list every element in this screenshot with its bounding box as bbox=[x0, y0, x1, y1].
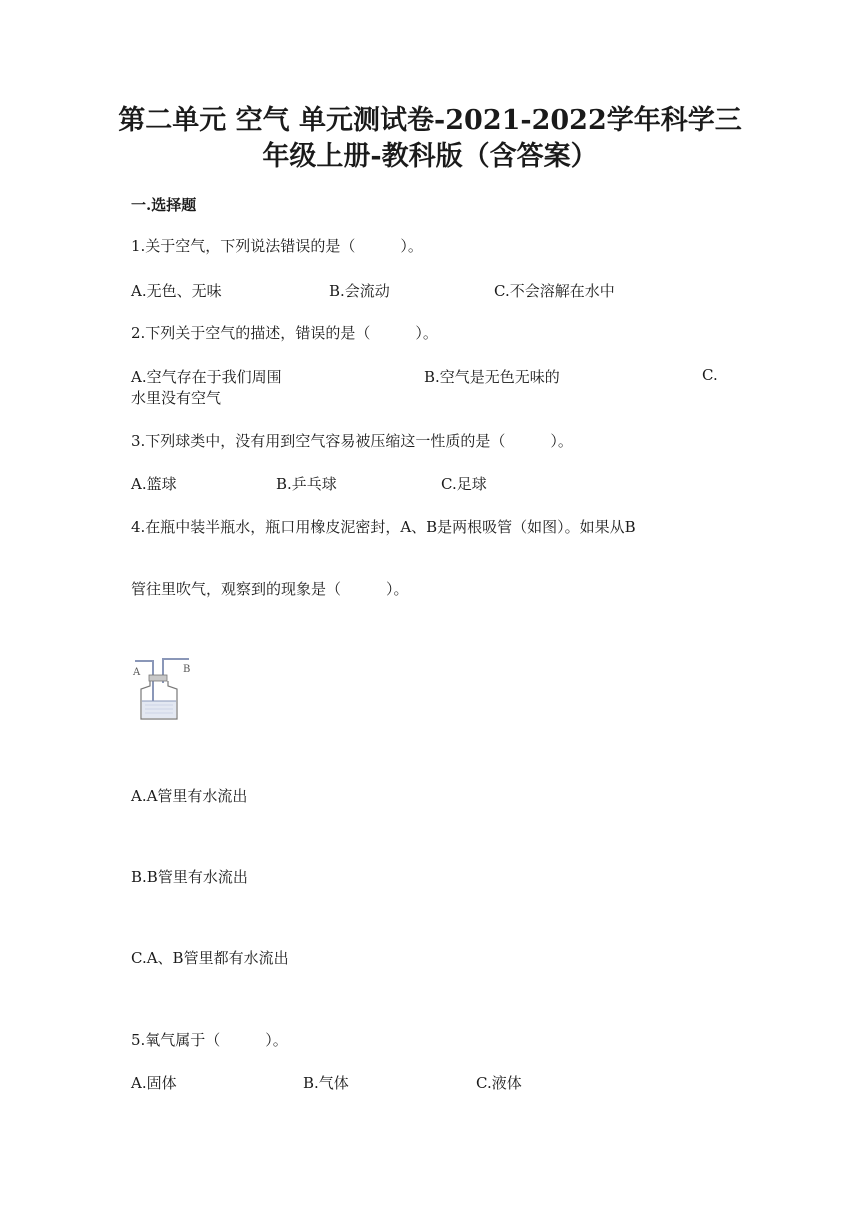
bottle-with-straws-illustration bbox=[131, 655, 193, 723]
question-4-stem-line-1: 4.在瓶中装半瓶水，瓶口用橡皮泥密封，A、B是两根吸管（如图）。如果从B bbox=[131, 518, 636, 536]
clay-stopper bbox=[149, 675, 167, 681]
question-5-stem: 5.氧气属于（ ）。 bbox=[131, 1031, 288, 1049]
question-2-stem: 2.下列关于空气的描述，错误的是（ ）。 bbox=[131, 324, 438, 342]
document-title-line-1: 第二单元 空气 单元测试卷-2021-2022学年科学三 bbox=[118, 105, 742, 136]
question-2-option-c-text: 水里没有空气 bbox=[131, 389, 222, 407]
question-2-option-a: A.空气存在于我们周围 bbox=[131, 368, 282, 386]
question-3-option-b: B.乒乓球 bbox=[276, 475, 337, 493]
document-title-line-2: 年级上册-教科版（含答案） bbox=[262, 141, 598, 172]
question-1-stem: 1.关于空气，下列说法错误的是（ ）。 bbox=[131, 237, 423, 255]
question-3-stem: 3.下列球类中，没有用到空气容易被压缩这一性质的是（ ）。 bbox=[131, 432, 573, 450]
question-4-option-b: B.B管里有水流出 bbox=[131, 868, 248, 886]
question-4-stem-line-2: 管往里吹气，观察到的现象是（ ）。 bbox=[131, 580, 409, 598]
question-2-option-b: B.空气是无色无味的 bbox=[424, 368, 560, 386]
question-5-option-a: A.固体 bbox=[131, 1074, 177, 1092]
question-4-option-a: A.A管里有水流出 bbox=[131, 787, 248, 805]
question-3-option-c: C.足球 bbox=[441, 475, 487, 493]
question-3-option-a: A.篮球 bbox=[131, 475, 177, 493]
question-1-option-a: A.无色、无味 bbox=[131, 282, 222, 300]
question-2-option-c: C. bbox=[702, 366, 718, 384]
question-5-option-b: B.气体 bbox=[303, 1074, 349, 1092]
section-heading: 一.选择题 bbox=[131, 196, 197, 214]
straw-a-label: A bbox=[133, 667, 141, 678]
straw-b-label: B bbox=[183, 664, 191, 675]
question-5-option-c: C.液体 bbox=[476, 1074, 522, 1092]
question-1-option-b: B.会流动 bbox=[329, 282, 390, 300]
bottle-diagram-figure bbox=[131, 655, 193, 723]
question-4-option-c: C.A、B管里都有水流出 bbox=[131, 949, 289, 967]
question-1-option-c: C.不会溶解在水中 bbox=[494, 282, 615, 300]
water-fill bbox=[142, 701, 176, 718]
